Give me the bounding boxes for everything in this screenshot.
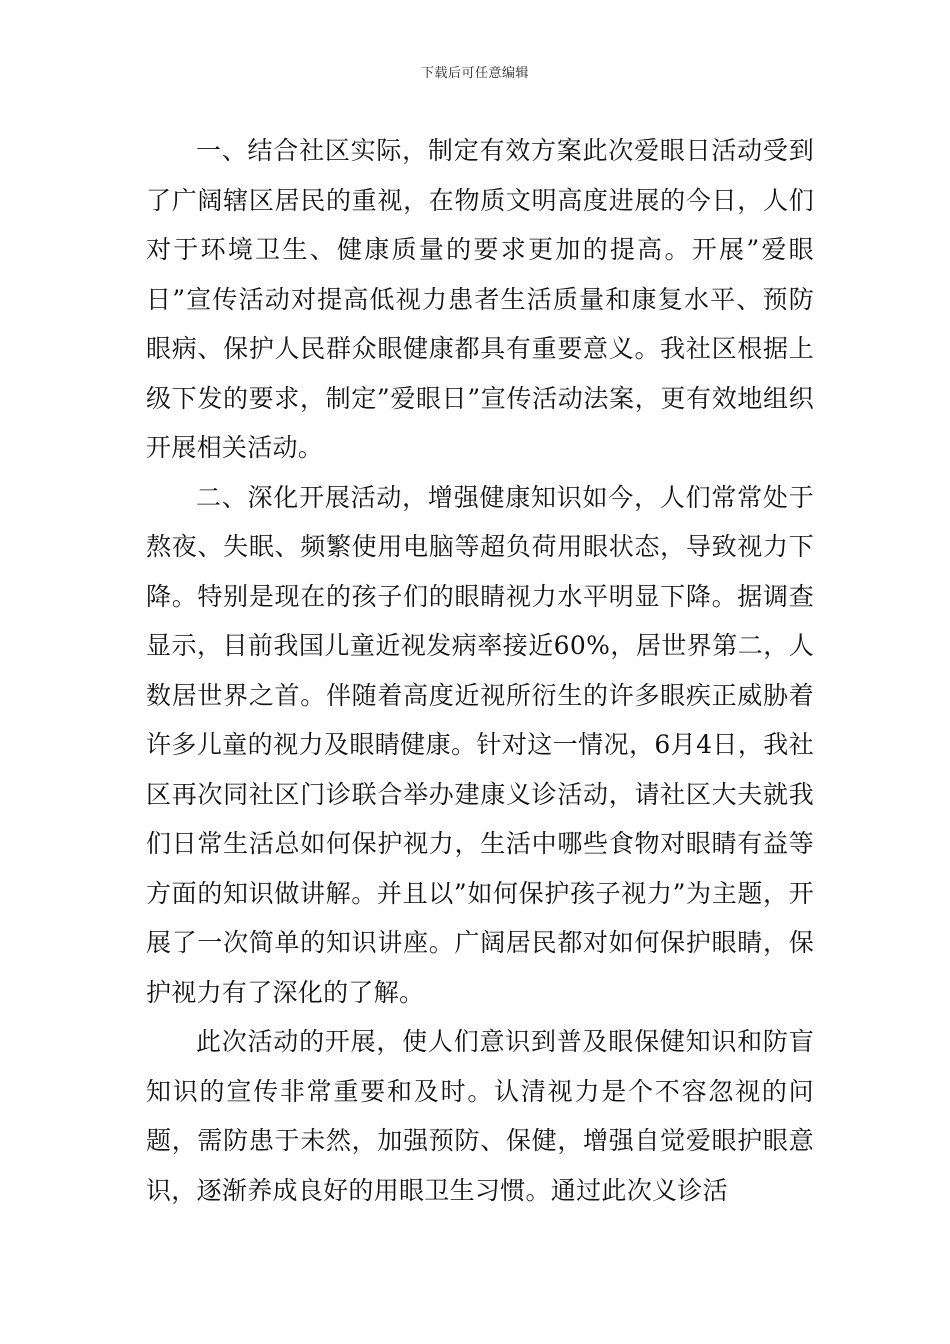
paragraph-activity-outcome: 此次活动的开展，使人们意识到普及眼保健知识和防盲知识的宣传非常重要和及时。认清视力是个不容忽视的问题，需防患于未然，加强预防、保健，增强自觉爱眼护眼意识，逐渐养成良好的用眼卫生习惯。通过此次义诊活 xyxy=(146,1027,814,1205)
page-header-note: 下载后可任意编辑 xyxy=(420,66,529,81)
document-body xyxy=(146,126,814,1215)
paragraph-health-knowledge: 二、深化开展活动，增强健康知识如今，人们常常处于熬夜、失眠、频繁使用电脑等超负荷用眼状态，导致视力下降。特别是现在的孩子们的眼睛视力水平明显下降。据调查显示，目前我国儿童近视发病率接近60%，居世界第二，人数居世界之首。伴随着高度近视所衍生的许多眼疾正威胁着许多儿童的视力及眼睛健康。针对这一情况，6月4日，我社区再次同社区门诊联合举办建康义诊活动，请社区大夫就我们日常生活总如何保护视力，生活中哪些食物对眼睛有益等方面的知识做讲解。并且以”如何保护孩子视力”为主题，开展了一次简单的知识讲座。广阔居民都对如何保护眼睛，保护视力有了深化的了解。 xyxy=(146,482,814,1007)
paragraph-community-plan: 一、结合社区实际，制定有效方案此次爱眼日活动受到了广阔辖区居民的重视，在物质文明高度进展的今日，人们对于环境卫生、健康质量的要求更加的提高。开展”爱眼日”宣传活动对提高低视力患者生活质量和康复水平、预防眼病、保护人民群众眼健康都具有重要意义。我社区根据上级下发的要求，制定”爱眼日”宣传活动法案，更有效地组织开展相关活动。 xyxy=(146,136,814,462)
